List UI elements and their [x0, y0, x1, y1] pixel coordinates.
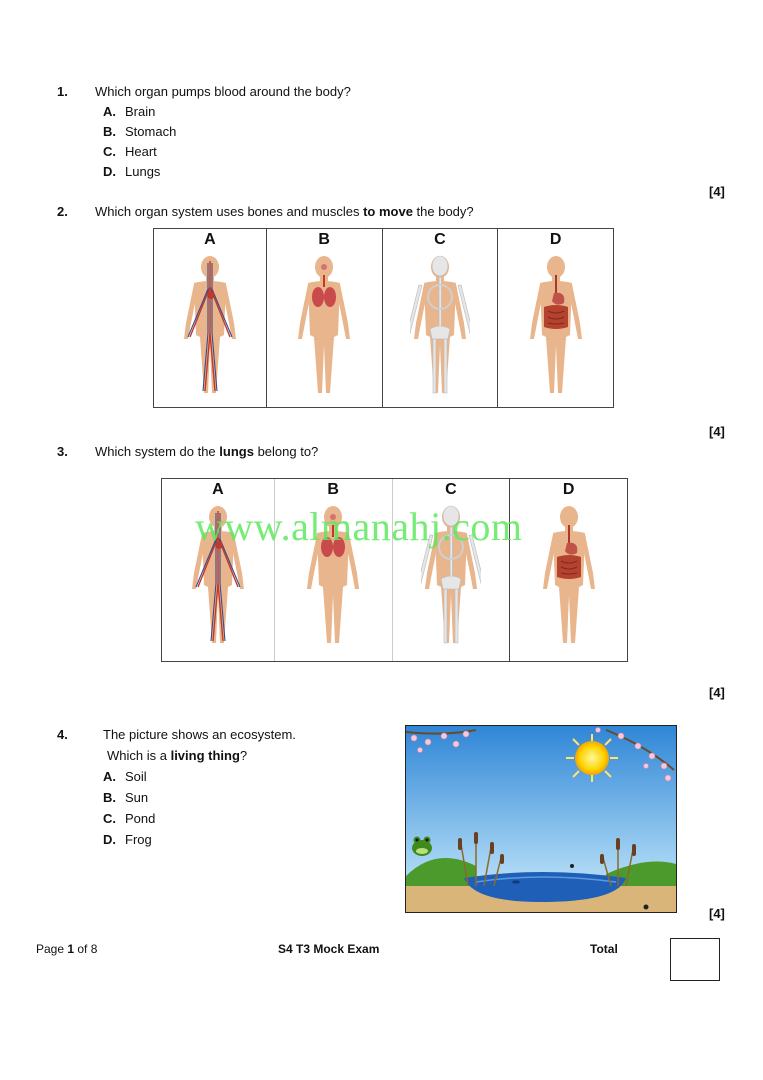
total-label: Total [590, 942, 618, 956]
q2-cell-d[interactable] [498, 229, 613, 407]
q4-option-b[interactable] [103, 790, 148, 805]
page-pre: Page [36, 942, 68, 956]
q4-line2 [107, 748, 247, 763]
option-letter: D. [103, 832, 116, 847]
sun-icon [566, 734, 618, 782]
digestive-system-figure [539, 503, 599, 651]
q4-line1: The picture shows an ecosystem. [103, 727, 296, 742]
digestive-system-figure [526, 253, 586, 401]
q2-cell-b[interactable] [267, 229, 383, 407]
q2-mark: [4] [709, 424, 725, 439]
q2-body-systems-table [153, 228, 614, 408]
q4-line2-bold: living thing [170, 748, 240, 763]
q2-text-bold: to move [363, 204, 413, 219]
cell-label: B [318, 231, 330, 248]
fish-icon [512, 880, 520, 883]
q1-number: 1. [57, 84, 68, 99]
option-letter: C. [103, 811, 116, 826]
q1-mark: [4] [709, 184, 725, 199]
exam-title: S4 T3 Mock Exam [278, 942, 380, 956]
q3-text-pre: Which system do the [95, 444, 220, 459]
option-text: Heart [125, 144, 157, 159]
ecosystem-picture [405, 725, 677, 913]
option-text: Frog [125, 832, 152, 847]
option-text: Stomach [125, 124, 177, 139]
q4-option-c[interactable] [103, 811, 155, 826]
cell-label: D [562, 481, 575, 498]
q1-option-d[interactable] [103, 164, 160, 179]
option-letter: C. [103, 144, 116, 159]
q3-text-post: belong to? [253, 444, 319, 459]
option-text: Pond [125, 811, 156, 826]
cell-label: C [434, 231, 446, 248]
insect-icon [570, 864, 574, 868]
respiratory-system-figure [294, 253, 354, 401]
page-number: 1 [67, 942, 75, 956]
watermark: www.almanahj.com [195, 504, 523, 549]
circulatory-system-figure [180, 253, 240, 401]
cell-label: A [204, 231, 216, 248]
option-text: Sun [125, 790, 149, 805]
option-text: Brain [125, 104, 156, 119]
page-indicator [36, 942, 97, 956]
q1-option-b[interactable] [103, 124, 176, 139]
option-letter: D. [103, 164, 116, 179]
q4-number: 4. [57, 727, 68, 742]
q1-option-a[interactable] [103, 104, 155, 119]
q4-mark: [4] [709, 906, 725, 921]
page-post: of 8 [74, 942, 98, 956]
ecosystem-illustration [406, 726, 676, 912]
option-letter: A. [103, 769, 116, 784]
q2-cell-a[interactable] [154, 229, 267, 407]
q2-text-pre: Which organ system uses bones and muscles [95, 204, 364, 219]
q2-cell-c[interactable] [383, 229, 499, 407]
q3-cell-d[interactable] [510, 479, 627, 661]
q3-mark: [4] [709, 685, 725, 700]
cell-label: D [549, 231, 562, 248]
option-letter: B. [103, 124, 116, 139]
q4-line2-pre: Which is a [107, 748, 171, 763]
q2-number: 2. [57, 204, 68, 219]
q4-option-a[interactable] [103, 769, 147, 784]
q2-question [95, 204, 474, 219]
option-letter: B. [103, 790, 116, 805]
q3-number: 3. [57, 444, 68, 459]
q3-text-bold: lungs [219, 444, 254, 459]
cell-label: C [445, 481, 457, 498]
cell-label: A [212, 481, 224, 498]
q4-option-d[interactable] [103, 832, 152, 847]
q1-question: Which organ pumps blood around the body? [95, 84, 351, 99]
option-letter: A. [103, 104, 116, 119]
q4-line2-post: ? [239, 748, 248, 763]
q3-question [95, 444, 318, 459]
cell-label: B [327, 481, 339, 498]
skeletal-system-figure [410, 253, 470, 401]
option-text: Lungs [125, 164, 161, 179]
total-score-box[interactable] [670, 938, 720, 981]
q1-option-c[interactable] [103, 144, 157, 159]
q2-text-post: the body? [412, 204, 474, 219]
beetle-icon [644, 905, 649, 910]
option-text: Soil [125, 769, 147, 784]
